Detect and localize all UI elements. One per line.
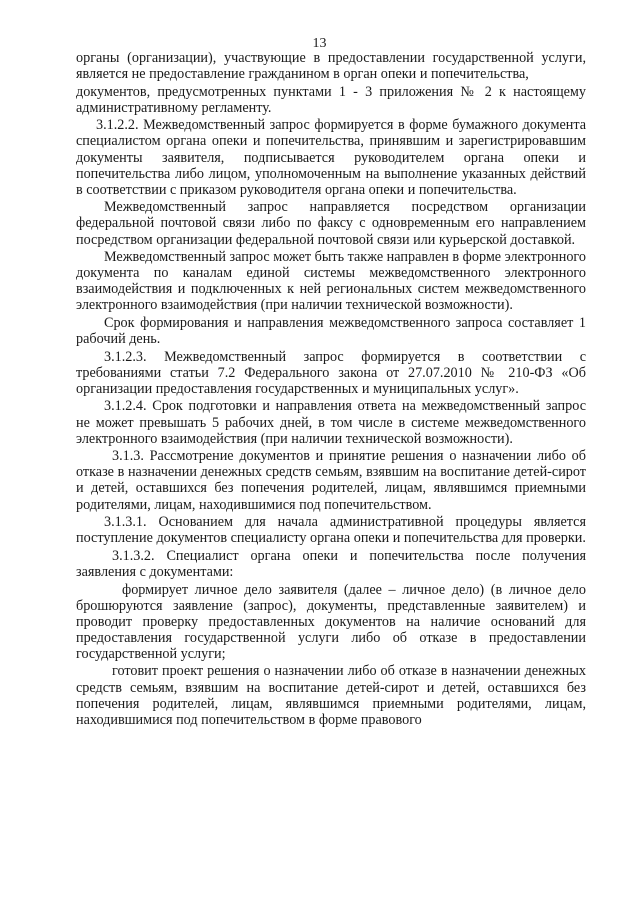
paragraph: Межведомственный запрос направляется посредством организации федеральной почтовой связи либо по факсу с одновременным его направлением посредством организации федеральной почтовой связи или курьерской доставкой. [76, 199, 586, 248]
paragraph: органы (организации), участвующие в предоставлении государственной услуги, является не предоставление гражданином в орган опеки и попечительства, [76, 50, 586, 83]
paragraph: готовит проект решения о назначении либо об отказе в назначении денежных средств семьям, взявшим на воспитание детей-сирот и детей, оставшихся без попечения родителей, лицам, являвшимся приемными родителями, лицам, находившимися под попечительством в форме правового [76, 663, 586, 728]
paragraph: Межведомственный запрос может быть также направлен в форме электронного документа по каналам единой системы межведомственного электронного взаимодействия и подключенных к ней региональных систем межведомственного электронного взаимодействия (при наличии технической возможности). [76, 249, 586, 314]
paragraph: 3.1.3.2. Специалист органа опеки и попечительства после получения заявления с документами: [76, 547, 586, 580]
paragraph: 3.1.2.4. Срок подготовки и направления ответа на межведомственный запрос не может превышать 5 рабочих дней, в том числе в системе межведомственного электронного взаимодействия (при наличии технической возможности). [76, 398, 586, 447]
page-number: 13 [312, 36, 327, 51]
paragraph: 3.1.3. Рассмотрение документов и принятие решения о назначении либо об отказе в назначении денежных средств семьям, взявшим на воспитание детей-сирот и детей, оставшихся без попечения родителей, лицам, являвшимся приемными родителями, лицам, находившимися под попечительством. [76, 448, 586, 513]
document-body [76, 50, 586, 729]
paragraph: 3.1.2.3. Межведомственный запрос формируется в соответствии с требованиями статьи 7.2 Федерального закона от 27.07.2010 № 210-ФЗ «Об организации предоставления государственных и муниципальных услуг». [76, 348, 586, 397]
paragraph: Срок формирования и направления межведомственного запроса составляет 1 рабочий день. [76, 315, 586, 348]
paragraph: документов, предусмотренных пунктами 1 - 3 приложения № 2 к настоящему административному регламенту. [76, 83, 586, 116]
paragraph: формирует личное дело заявителя (далее – личное дело) (в личное дело брошюруются заявление (запрос), документы, представленные заявителем) и проводит проверку предоставленных документов на наличие оснований для предоставления государственной услуги либо об отказе в предоставлении государственной услуги; [76, 581, 586, 662]
paragraph: 3.1.2.2. Межведомственный запрос формируется в форме бумажного документа специалистом органа опеки и попечительства, принявшим и зарегистрировавшим документы заявителя, подписывается руководителем органа опеки и попечительства либо лицом, уполномоченным на выполнение указанных действий в соответствии с приказом руководителя органа опеки и попечительства. [76, 117, 586, 198]
paragraph: 3.1.3.1. Основанием для начала административной процедуры является поступление документов специалисту органа опеки и попечительства для проверки. [76, 514, 586, 547]
